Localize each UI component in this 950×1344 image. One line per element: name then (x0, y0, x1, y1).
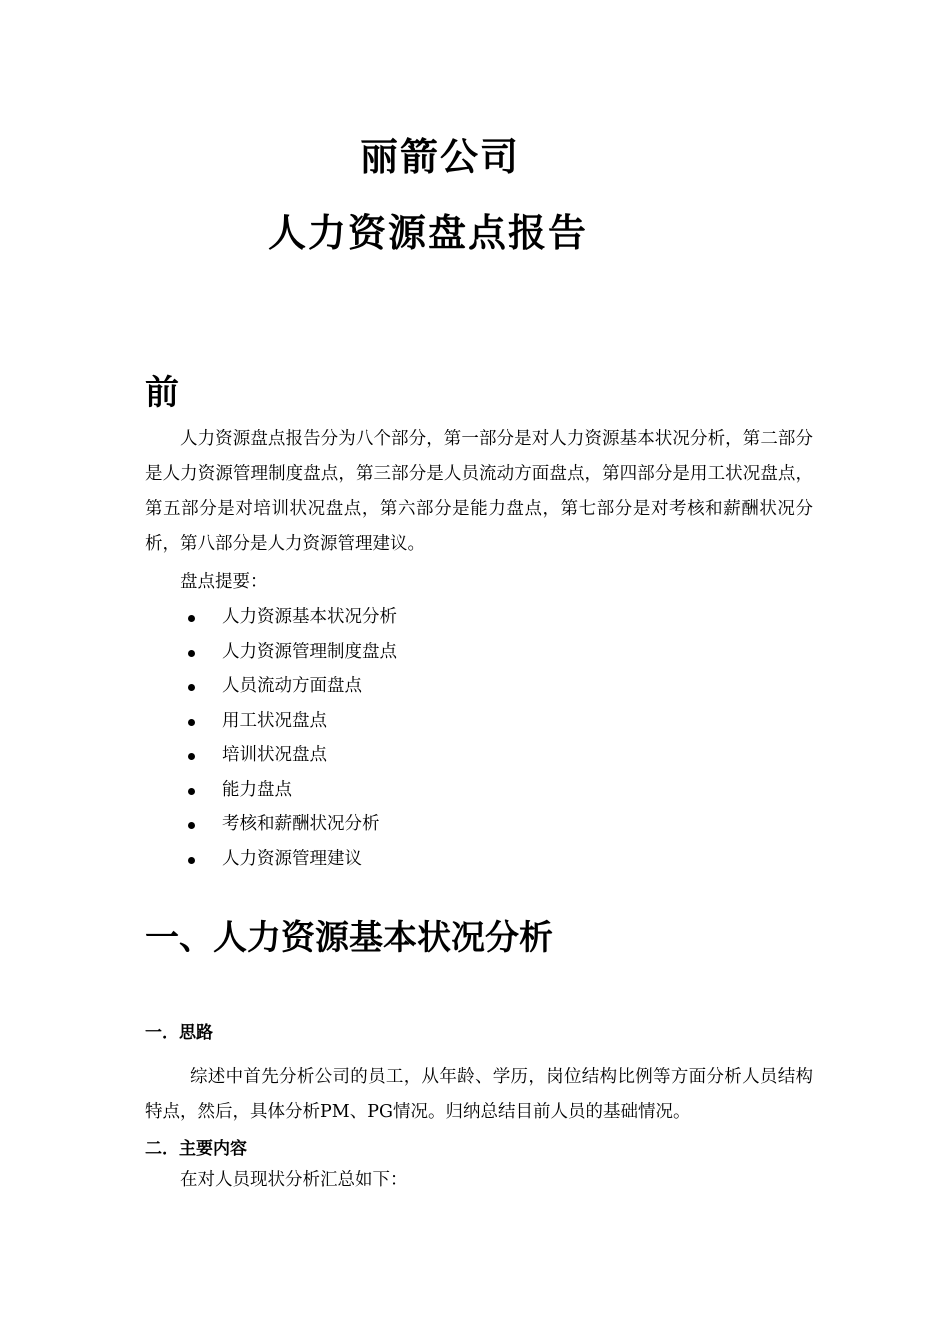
bullet-icon (188, 719, 195, 726)
bullet-icon (188, 650, 195, 657)
list-item-text: 用工状况盘点 (222, 710, 327, 731)
list-item (185, 635, 397, 670)
summary-list (185, 600, 397, 876)
bullet-icon (188, 788, 195, 795)
list-item (185, 669, 397, 704)
section-heading: 一、人力资源基本状况分析 (145, 918, 553, 958)
list-item-text: 人力资源管理建议 (222, 848, 362, 869)
list-item (185, 807, 397, 842)
list-item-text: 能力盘点 (222, 779, 292, 800)
list-item-text: 培训状况盘点 (222, 745, 327, 765)
subsection-heading-content: 二．主要内容 (145, 1139, 247, 1159)
bullet-icon (188, 822, 195, 829)
report-title: 人力资源盘点报告 (268, 211, 589, 255)
summary-label: 盘点提要： (180, 572, 268, 592)
bullet-icon (188, 615, 195, 622)
company-title: 丽箭公司 (359, 135, 520, 179)
list-item (185, 738, 397, 773)
bullet-icon (188, 753, 195, 760)
list-item-text: 人力资源基本状况分析 (222, 607, 397, 627)
preface-heading: 前 (145, 373, 179, 413)
list-item-text: 人员流动方面盘点 (222, 676, 362, 696)
list-item (185, 842, 397, 877)
list-item (185, 600, 397, 635)
list-item (185, 704, 397, 739)
preface-paragraph: 人力资源盘点报告分为八个部分，第一部分是对人力资源基本状况分析，第二部分是人力资源管理制度盘点，第三部分是人员流动方面盘点，第四部分是用工状况盘点，第五部分是对培训状况盘点，第六部分是能力盘点，第七部分是对考核和薪酬状况分析，第八部分是人力资源管理建议。 (145, 429, 813, 554)
subsection-heading-approach: 一．思路 (145, 1023, 213, 1043)
content-paragraph: 在对人员现状分析汇总如下： (180, 1170, 408, 1190)
bullet-icon (188, 684, 195, 691)
list-item (185, 773, 397, 808)
approach-paragraph: 综述中首先分析公司的员工，从年龄、学历，岗位结构比例等方面分析人员结构特点，然后，具体分析PM、PG情况。归纳总结目前人员的基础情况。 (145, 1067, 813, 1122)
bullet-icon (188, 857, 195, 864)
list-item-text: 考核和薪酬状况分析 (222, 814, 380, 834)
list-item-text: 人力资源管理制度盘点 (222, 641, 397, 662)
